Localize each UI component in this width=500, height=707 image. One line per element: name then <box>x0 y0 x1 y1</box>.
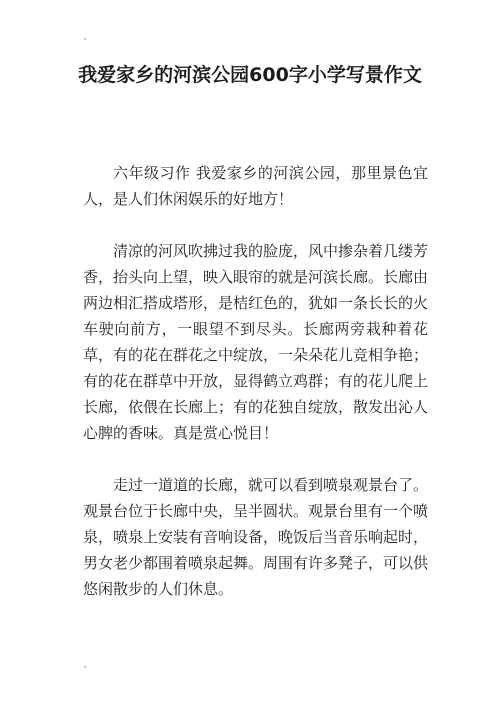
paragraph: 走过一道道的长廊，就可以看到喷泉观景台了。观景台位于长廊中央，呈半圆状。观景台里有一个喷泉，喷泉上安装有音响设备，晚饭后当音乐响起时，男女老少都围着喷泉起舞。周围有许多凳子，可以供悠闲散步的人们休息。 <box>83 476 429 598</box>
page-corner-mark <box>84 666 86 668</box>
paragraph: 清凉的河风吹拂过我的脸庞，风中掺杂着几缕芳香，抬头向上望，映入眼帘的就是河滨长廊。长廊由两边相汇搭成塔形，是桔红色的，犹如一条长长的火车驶向前方，一眼望不到尽头。长廊两旁栽种着花草，有的花在群花之中绽放，一朵朵花儿竞相争艳；有的花在群草中开放，显得鹤立鸡群；有的花儿爬上长廊，依偎在长廊上；有的花独自绽放，散发出沁人心脾的香味。真是赏心悦目！ <box>83 242 429 442</box>
paragraph: 六年级习作 我爱家乡的河滨公园，那里景色宜人，是人们休闲娱乐的好地方！ <box>83 164 428 208</box>
page-corner-mark <box>84 38 86 40</box>
document-body <box>83 160 428 628</box>
document-title: 我爱家乡的河滨公园600字小学写景作文 <box>78 64 422 86</box>
